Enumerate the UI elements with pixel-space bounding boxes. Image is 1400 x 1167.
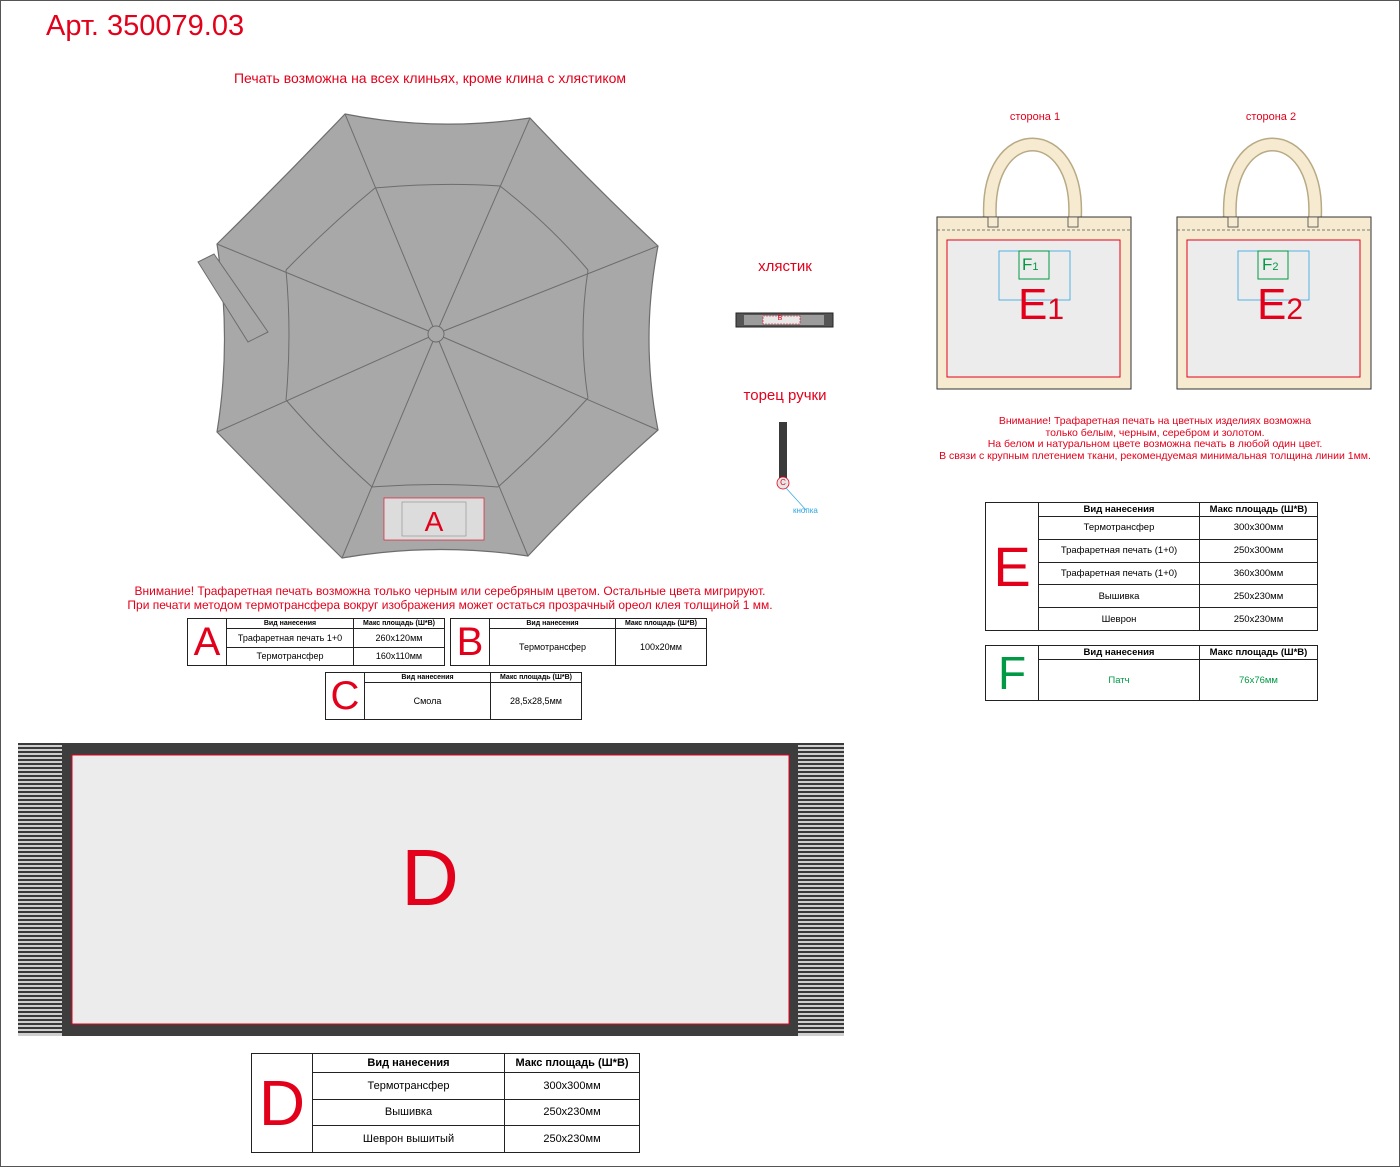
table-a-method-2: Термотрансфер [227,647,354,666]
bag-warning [920,416,1390,462]
bag-side1-label: сторона 1 [1009,111,1061,123]
table-c-col1: Вид нанесения [365,673,491,683]
table-row [451,629,707,666]
table-e-col2: Макс площадь (Ш*В) [1200,503,1318,517]
umbrella-note: Печать возможна на всех клиньях, кроме клина с хлястиком [233,70,627,86]
table-row [188,647,445,666]
table-f-method-1: Патч [1039,660,1200,701]
article-title: Арт. 350079.03 [46,10,245,42]
bag-warning-line2: только белым, черным, серебром и золотом. [1045,426,1265,439]
table-a-size-2: 160x110мм [354,647,445,666]
table-f-col1: Вид нанесения [1039,646,1200,660]
table-c-letter: C [326,673,365,720]
umbrella-warning-line2: При печати методом термотрансфера вокруг изображения может остаться прозрачный ореол клея толщиной 1 мм. [127,598,773,612]
mark-f2: F2 [1262,255,1279,274]
table-e-size-3: 360x300мм [1200,562,1318,585]
table-a-method-1: Трафаретная печать 1+0 [227,629,354,648]
table-e-size-2: 250x300мм [1200,539,1318,562]
table-e-method-4: Вышивка [1039,585,1200,608]
table-d-method-3: Шеврон вышитый [313,1126,505,1153]
table-b [450,618,707,666]
table-c-size-1: 28,5x28,5мм [491,683,582,720]
umbrella-warning-line1: Внимание! Трафаретная печать возможна только черным или серебряным цветом. Остальные цвета мигрируют. [134,584,766,598]
umbrella-warning [60,584,840,612]
mark-e2: E2 [1257,280,1304,329]
bag-warning-line3: На белом и натуральном цвете возможна печать в любой один цвет. [987,438,1323,450]
table-e-letter: E [986,503,1039,631]
table-f-col2: Макс площадь (Ш*В) [1200,646,1318,660]
handle-drawing [777,422,806,510]
table-a-letter: A [188,619,227,666]
bag-side2-label: сторона 2 [1245,111,1297,123]
table-e [985,502,1318,631]
table-e-size-4: 250x230мм [1200,585,1318,608]
table-f-size-1: 76x76мм [1200,660,1318,701]
table-e-method-2: Трафаретная печать (1+0) [1039,539,1200,562]
table-row [188,629,445,648]
mark-d: D [401,833,459,922]
table-e-method-5: Шеврон [1039,608,1200,631]
mark-b-small: B [777,315,783,322]
table-b-size-1: 100x20мм [616,629,707,666]
table-d-col2: Макс площадь (Ш*В) [505,1054,640,1073]
button-label: кнопка [793,506,818,515]
table-c-col2: Макс площадь (Ш*В) [491,673,582,683]
table-b-col1: Вид нанесения [490,619,616,629]
table-d-method-2: Вышивка [313,1099,505,1126]
table-e-size-5: 250x230мм [1200,608,1318,631]
table-e-method-3: Трафаретная печать (1+0) [1039,562,1200,585]
table-e-method-1: Термотрансфер [1039,517,1200,540]
bag-warning-line4: В связи с крупным плетением ткани, рекомендуемая минимальная толщина линии 1мм. [939,449,1371,462]
table-e-size-1: 300x300мм [1200,517,1318,540]
table-b-col2: Макс площадь (Ш*В) [616,619,707,629]
table-d-size-2: 250x230мм [505,1099,640,1126]
table-d-size-3: 250x230мм [505,1126,640,1153]
table-row [326,683,582,720]
table-f-letter: F [986,646,1039,701]
table-f [985,645,1318,701]
table-b-letter: B [451,619,490,666]
table-d-method-1: Термотрансфер [313,1073,505,1100]
table-b-method-1: Термотрансфер [490,629,616,666]
mark-c-small: C [780,478,786,487]
bag-warning-line1: Внимание! Трафаретная печать на цветных изделиях возможна [998,415,1312,427]
mark-e1: E1 [1018,280,1065,329]
table-a-size-1: 260x120мм [354,629,445,648]
umbrella-drawing [198,114,658,558]
table-c [325,672,582,720]
mark-a: A [424,506,444,537]
table-d-letter: D [252,1054,313,1153]
table-d-size-1: 300x300мм [505,1073,640,1100]
strap-label: хлястик [758,258,812,275]
table-e-col1: Вид нанесения [1039,503,1200,517]
table-d-col1: Вид нанесения [313,1054,505,1073]
mark-f1: F1 [1022,255,1039,274]
table-a-col1: Вид нанесения [227,619,354,629]
table-a-col2: Макс площадь (Ш*В) [354,619,445,629]
handle-label: торец ручки [743,387,827,404]
table-d [251,1053,640,1153]
table-c-method-1: Смола [365,683,491,720]
table-a [187,618,445,666]
